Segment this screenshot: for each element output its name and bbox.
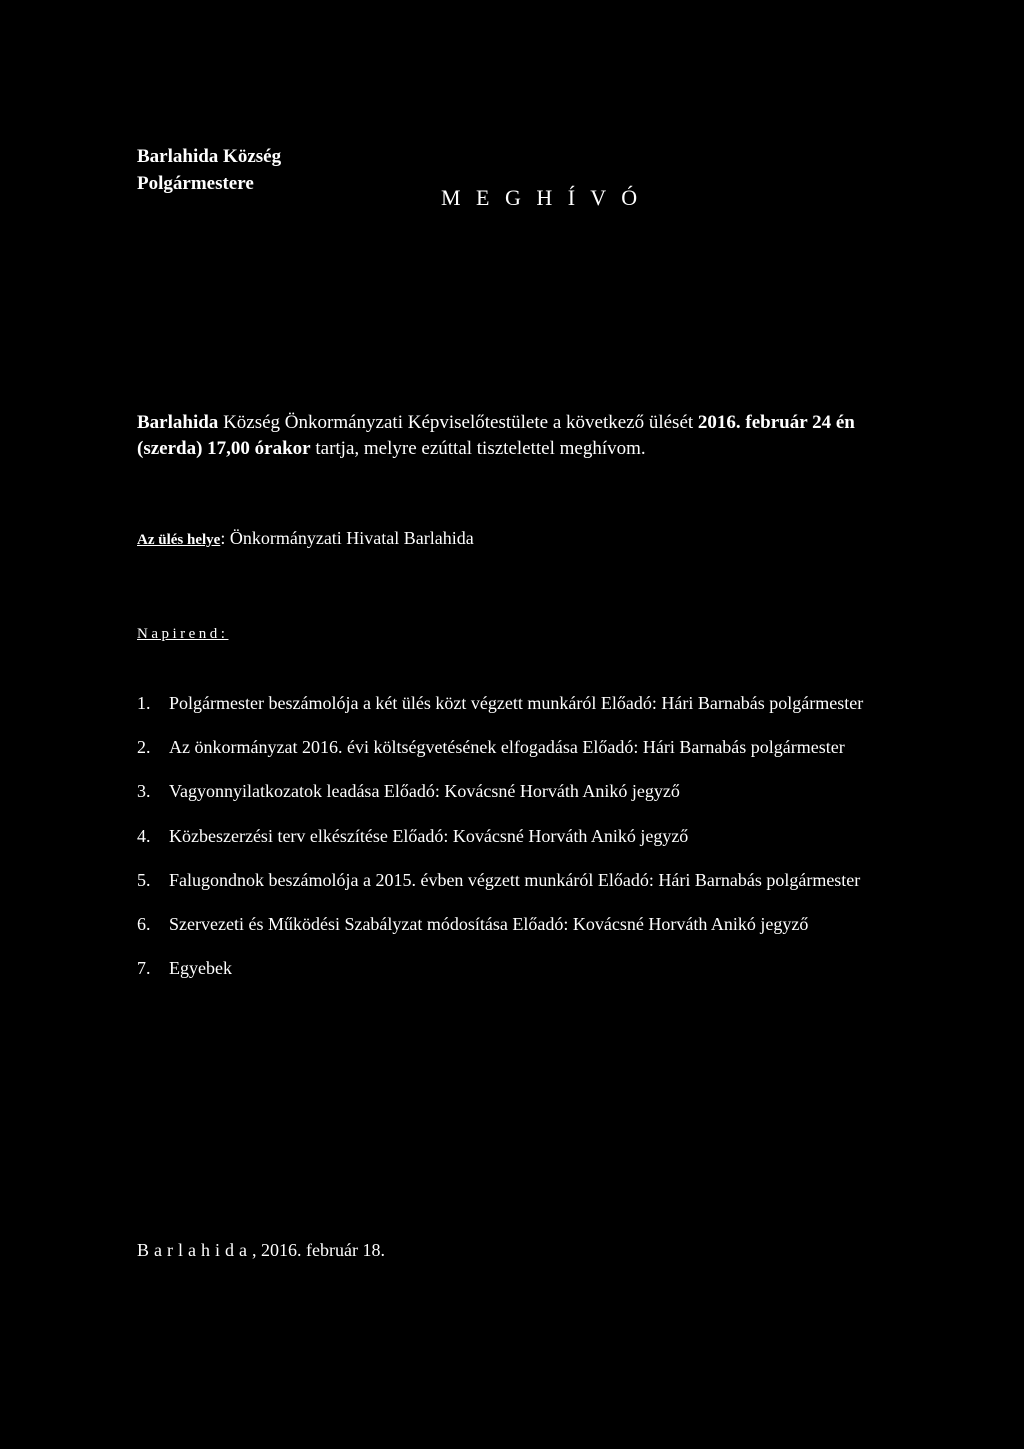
agenda-item <box>137 736 863 759</box>
agenda-item-text: Egyebek <box>169 958 232 979</box>
agenda-item-number: 1. <box>137 693 151 713</box>
place-and-date <box>137 1240 385 1261</box>
agenda-item-text: Falugondnok beszámolója a 2015. évben végzett munkáról Előadó: Hári Barnabás polgármester <box>169 869 861 890</box>
agenda-item-number: 3. <box>137 781 151 802</box>
intro-closing: tartja, melyre ezúttal tisztelettel meghívom. <box>310 438 646 459</box>
venue-label: Az ülés helye <box>137 532 221 548</box>
agenda-item-number: 6. <box>137 913 151 934</box>
invitation-line-1 <box>137 410 855 436</box>
venue-value: Önkormányzati Hivatal Barlahida <box>225 528 474 548</box>
agenda-heading: Napirend: <box>137 626 229 642</box>
agenda-item-number: 7. <box>137 958 151 979</box>
agenda-item <box>137 913 863 936</box>
closing-date: , 2016. február 18. <box>251 1240 385 1260</box>
agenda-item <box>137 957 863 980</box>
agenda-item-number: 4. <box>137 825 151 846</box>
issuer-title: Polgármestere <box>137 173 254 194</box>
intro-date: 2016. február 24 én <box>697 412 855 433</box>
intro-time: (szerda) 17,00 órakor <box>137 438 311 459</box>
agenda-item <box>137 825 863 848</box>
issuer-name: Barlahida Község <box>137 146 282 167</box>
agenda-item <box>137 692 863 715</box>
venue-line <box>137 528 474 549</box>
agenda-item <box>137 780 863 803</box>
venue-colon: : <box>220 528 226 548</box>
invitation-line-2 <box>137 436 855 462</box>
agenda-item-number: 2. <box>137 737 151 758</box>
issuer-block <box>137 143 281 197</box>
intro-village: Barlahida <box>137 412 219 433</box>
agenda-item-text: Vagyonnyilatkozatok leadása Előadó: Kovácsné Horváth Anikó jegyző <box>169 781 680 802</box>
agenda-item-number: 5. <box>137 869 151 890</box>
document-title: M E G H Í V Ó <box>441 185 643 210</box>
agenda-item-text: Közbeszerzési terv elkészítése Előadó: Kovácsné Horváth Anikó jegyző <box>169 825 689 846</box>
agenda-item <box>137 869 863 892</box>
agenda-item-text: Szervezeti és Működési Szabályzat módosítása Előadó: Kovácsné Horváth Anikó jegyző <box>169 913 809 934</box>
intro-body: Község Önkormányzati Képviselőtestülete a következő ülését <box>218 412 698 433</box>
agenda-list <box>137 692 863 1001</box>
invitation-text <box>137 410 855 462</box>
agenda-item-text: Az önkormányzat 2016. évi költségvetésének elfogadása Előadó: Hári Barnabás polgármester <box>169 737 845 758</box>
closing-place: Barlahida <box>137 1240 252 1260</box>
agenda-item-text: Polgármester beszámolója a két ülés közt végzett munkáról Előadó: Hári Barnabás polgármester <box>169 693 864 713</box>
